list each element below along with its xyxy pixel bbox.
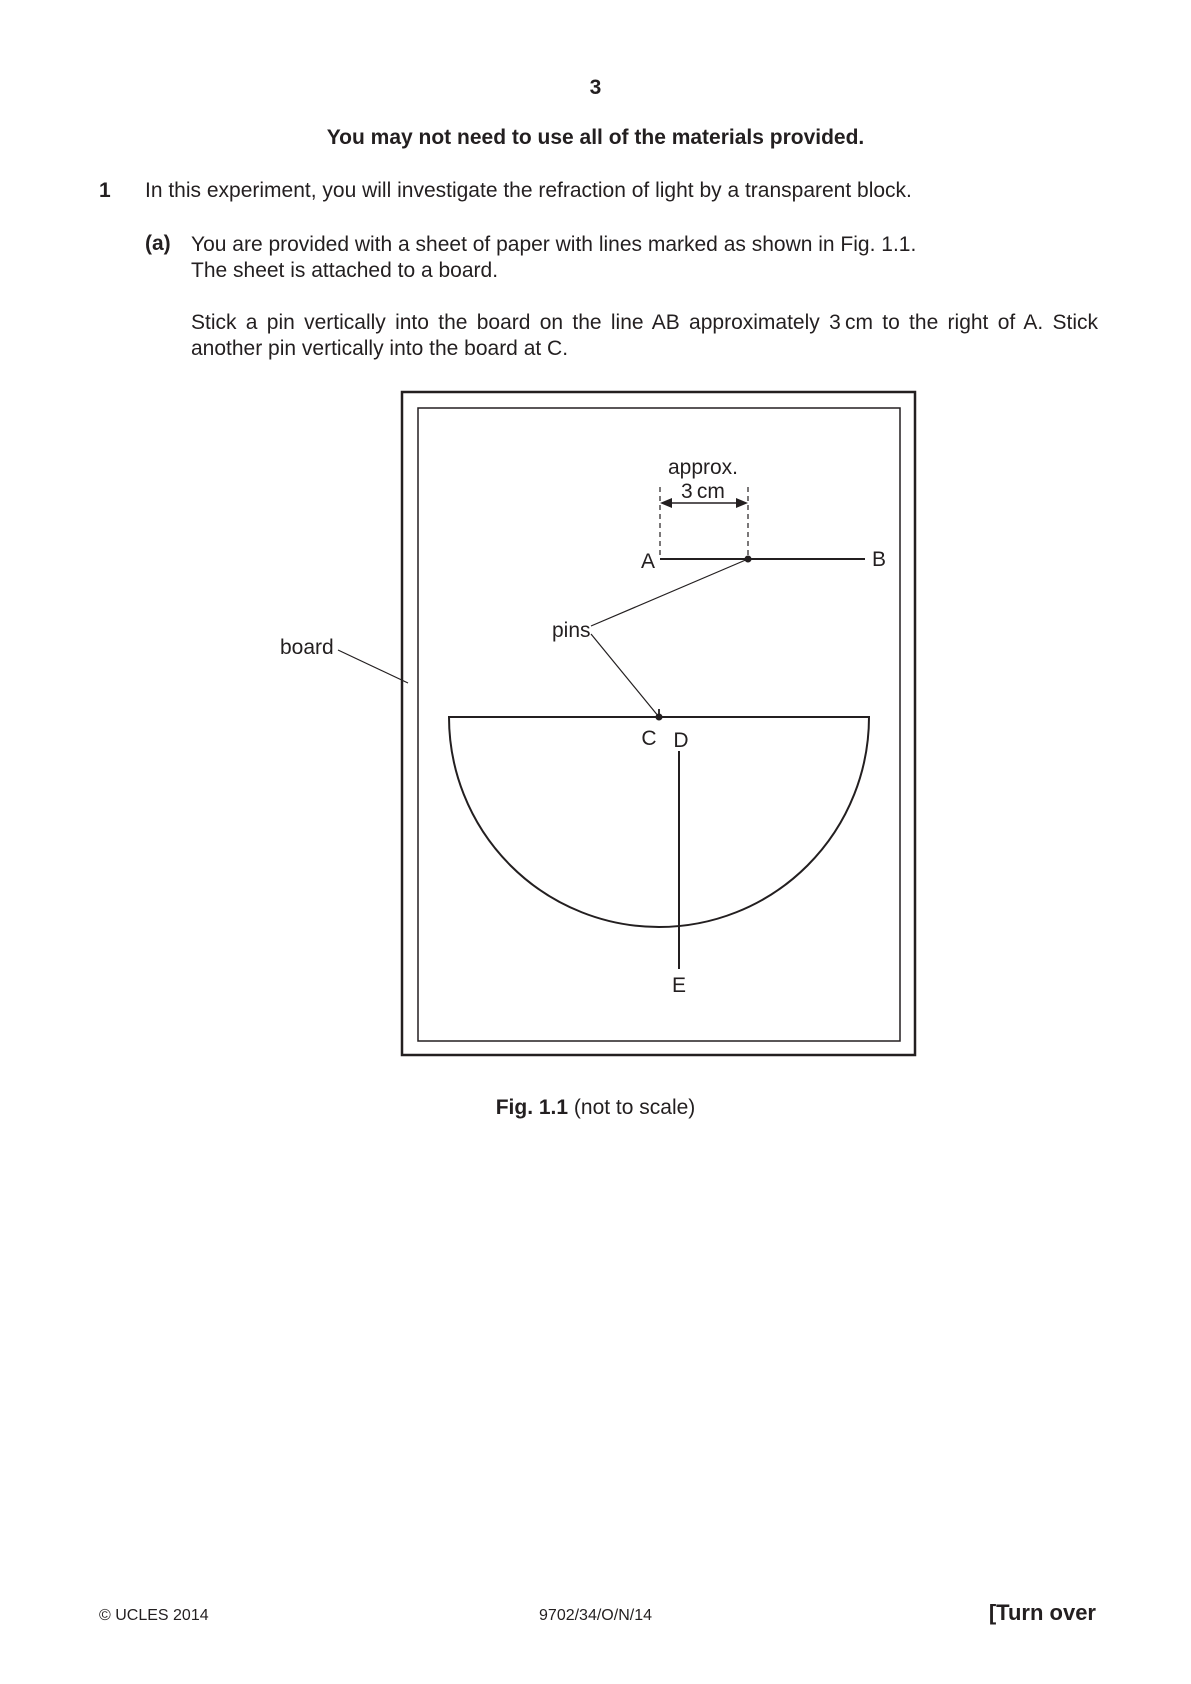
figure-caption-rest: (not to scale) (568, 1096, 696, 1119)
part-label: (a) (145, 232, 171, 255)
arrow-head-right (736, 498, 748, 508)
arrow-head-left (660, 498, 672, 508)
board-leader (338, 650, 408, 683)
instruction-heading: You may not need to use all of the materials provided. (326, 126, 865, 149)
paper-sheet (418, 408, 900, 1041)
board-outline (402, 392, 915, 1055)
semicircular-block (449, 717, 869, 927)
part-a-paragraph-2: Stick a pin vertically into the board on the line AB approximately 3 cm to the right of A. Stick another pin vertically into the board at C. (191, 311, 1098, 360)
pins-leader-1 (591, 559, 748, 626)
footer-code: 9702/34/O/N/14 (539, 1607, 652, 1624)
label-c: C (641, 727, 657, 750)
figure-caption (0, 1096, 1191, 1120)
label-a: A (640, 550, 656, 573)
label-board: board (280, 636, 334, 659)
question-number: 1 (99, 179, 111, 202)
label-e: E (671, 974, 687, 997)
pins-leader-2 (591, 634, 659, 717)
question-intro: In this experiment, you will investigate the refraction of light by a transparent block. (145, 179, 912, 202)
page-number: 3 (589, 76, 602, 99)
label-distance: 3 cm (681, 480, 725, 503)
label-pins: pins (552, 619, 591, 642)
label-approx: approx. (667, 456, 739, 479)
label-d: D (673, 729, 689, 752)
figure-caption-bold: Fig. 1.1 (495, 1096, 569, 1119)
footer-copyright: © UCLES 2014 (99, 1607, 209, 1624)
part-a-line-2: The sheet is attached to a board. (191, 259, 499, 282)
footer-turn-over: [Turn over (988, 1600, 1096, 1625)
part-a-line-1: You are provided with a sheet of paper with lines marked as shown in Fig. 1.1. (191, 233, 917, 256)
label-b: B (872, 548, 887, 571)
